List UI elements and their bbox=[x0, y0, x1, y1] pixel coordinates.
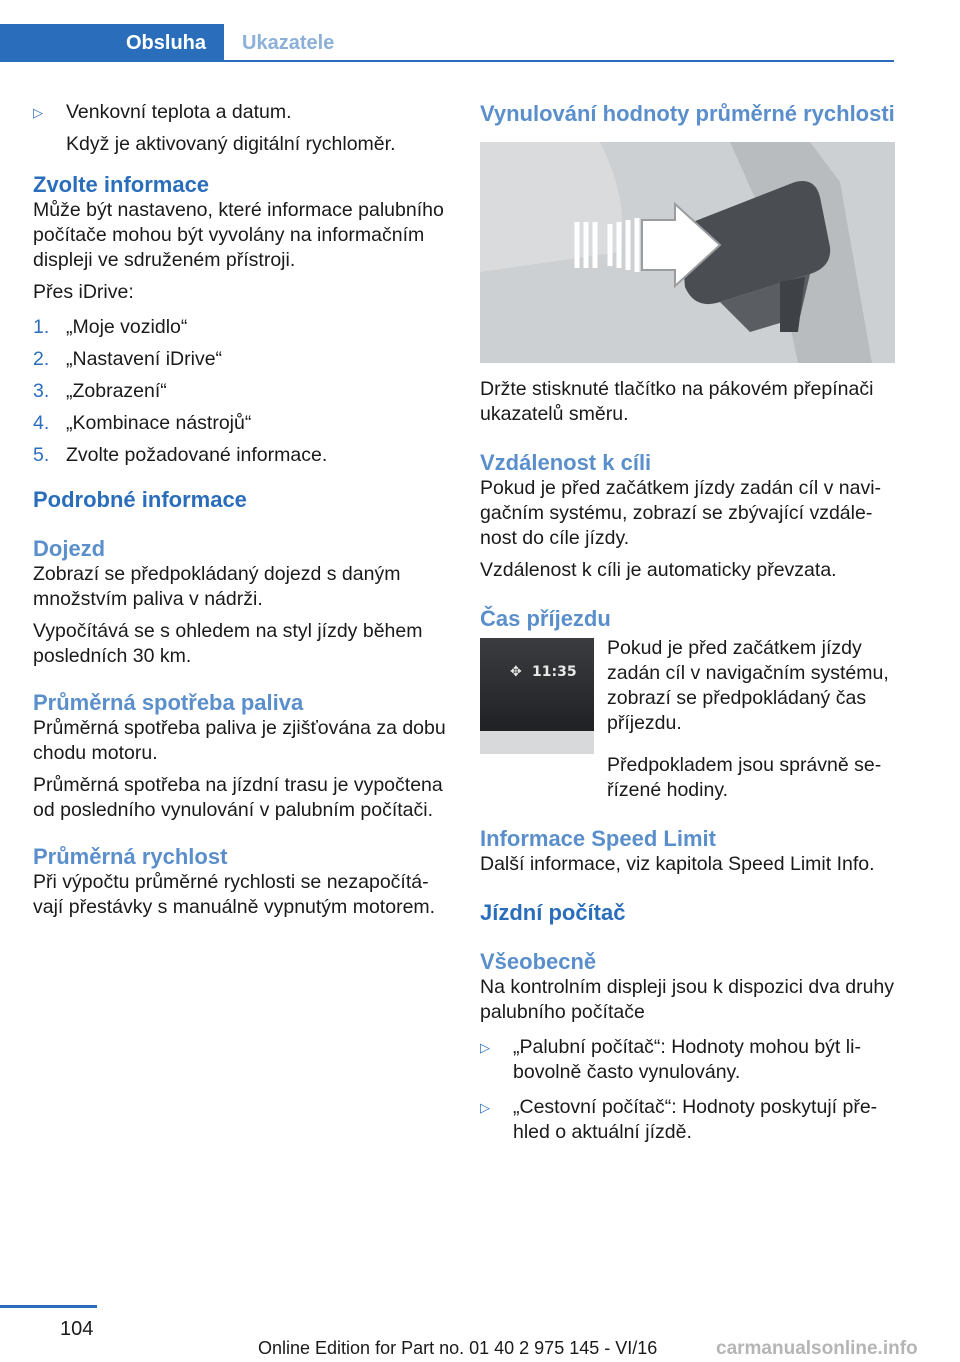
heading-general: Všeobecně bbox=[480, 949, 597, 974]
triangle-right-icon: ▷ bbox=[480, 1100, 490, 1115]
right-column bbox=[480, 100, 896, 1152]
header-tabs bbox=[0, 24, 894, 62]
stalk-illustration bbox=[480, 142, 895, 363]
list-item: 4. „Kombinace nástrojů“ bbox=[33, 412, 252, 434]
arrival-time-display-image bbox=[480, 638, 594, 754]
para-arrival-2: Předpokladem jsou správně seřízené hodiny. bbox=[607, 754, 882, 801]
edition-info: Online Edition for Part no. 01 40 2 975 145 - VI/16 bbox=[258, 1338, 658, 1358]
heading-reset-avg-speed: Vynulování hodnoty průměrné rychlosti bbox=[480, 101, 895, 126]
para-consumption-2: Průměrná spotřeba na jízdní trasu je vypočtena od posledního vynulování v palubním počítači. bbox=[33, 774, 443, 821]
page-number: 104 bbox=[60, 1318, 94, 1340]
heading-distance: Vzdálenost k cíli bbox=[480, 450, 652, 475]
bullet-outside-temp: ▷ Venkovní teplota a datum. bbox=[33, 101, 292, 123]
para-general: Na kontrolním displeji jsou k dispozici dva druhy palubního počítače bbox=[480, 976, 895, 1023]
para-speed-limit: Další informace, viz kapitola Speed Limit Info. bbox=[480, 853, 875, 875]
heading-select-info: Zvolte informace bbox=[33, 172, 210, 197]
para-distance-1: Pokud je před začátkem jízdy zadán cíl v navigačním systému, zobrazí se zbývající vzdálenost do cíle jízdy. bbox=[480, 477, 882, 549]
bullet-note: Když je aktivovaný digitální rychloměr. bbox=[66, 133, 396, 155]
header-rule bbox=[0, 60, 894, 62]
list-item: 1. „Moje vozidlo“ bbox=[33, 316, 188, 338]
heading-avg-speed: Průměrná rychlost bbox=[33, 844, 228, 869]
para-via-idrive: Přes iDrive: bbox=[33, 281, 134, 303]
list-item: 5. Zvolte požadované informace. bbox=[33, 444, 328, 466]
para-select-info: Může být nastaveno, které informace palubního počítače mohou být vyvolány na informačním displeji ve sdruženém přístroji. bbox=[33, 199, 444, 271]
arrival-time-readout: 11:35 bbox=[532, 664, 577, 680]
arrival-block bbox=[480, 636, 896, 754]
triangle-right-icon: ▷ bbox=[480, 1040, 490, 1055]
triangle-right-icon: ▷ bbox=[33, 105, 43, 120]
para-range-2: Vypočítává se s ohledem na styl jízdy během posledních 30 km. bbox=[33, 620, 423, 667]
left-column bbox=[33, 100, 451, 927]
para-avg-speed: Při výpočtu průměrné rychlosti se nezapočítávají přestávky s manuálně vypnutým motorem. bbox=[33, 871, 436, 918]
para-arrival-1: Pokud je před začátkem jízdy zadán cíl v navigačním systému, zobrazí se předpokládaný čas příjezdu. bbox=[607, 637, 889, 734]
heading-trip-computer: Jízdní počítač bbox=[480, 900, 626, 925]
bullet-trip-computer: ▷ „Cestovní počítač“: Hodnoty poskytují přehled o aktuální jízdě. bbox=[480, 1096, 878, 1143]
para-reset: Držte stisknuté tlačítko na pákovém přepínači ukazatelů směru. bbox=[480, 378, 874, 425]
heading-avg-consumption: Průměrná spotřeba paliva bbox=[33, 690, 304, 715]
heading-speed-limit: Informace Speed Limit bbox=[480, 826, 716, 851]
para-distance-2: Vzdálenost k cíli je automaticky převzata. bbox=[480, 559, 837, 581]
bullet-onboard-computer: ▷ „Palubní počítač“: Hodnoty mohou být libovolně často vynulovány. bbox=[480, 1036, 861, 1083]
heading-range: Dojezd bbox=[33, 536, 106, 561]
tab-ukazatele[interactable]: Ukazatele bbox=[242, 31, 335, 54]
steps-list bbox=[33, 315, 451, 468]
footer-rule bbox=[0, 1305, 97, 1308]
para-consumption-1: Průměrná spotřeba paliva je zjišťována za dobu chodu motoru. bbox=[33, 717, 446, 764]
list-item: 3. „Zobrazení“ bbox=[33, 380, 167, 402]
tab-obsluha[interactable]: Obsluha bbox=[0, 24, 224, 62]
list-item: 2. „Nastavení iDrive“ bbox=[33, 348, 223, 370]
stalk-button-image bbox=[480, 142, 895, 363]
heading-arrival-time: Čas příjezdu bbox=[480, 606, 611, 631]
flag-icon: ✥ bbox=[510, 663, 522, 679]
watermark: carmanualsonline.info bbox=[716, 1338, 918, 1359]
para-range-1: Zobrazí se předpokládaný dojezd s daným množstvím paliva v nádrži. bbox=[33, 563, 401, 610]
heading-detail-info: Podrobné informace bbox=[33, 487, 247, 512]
